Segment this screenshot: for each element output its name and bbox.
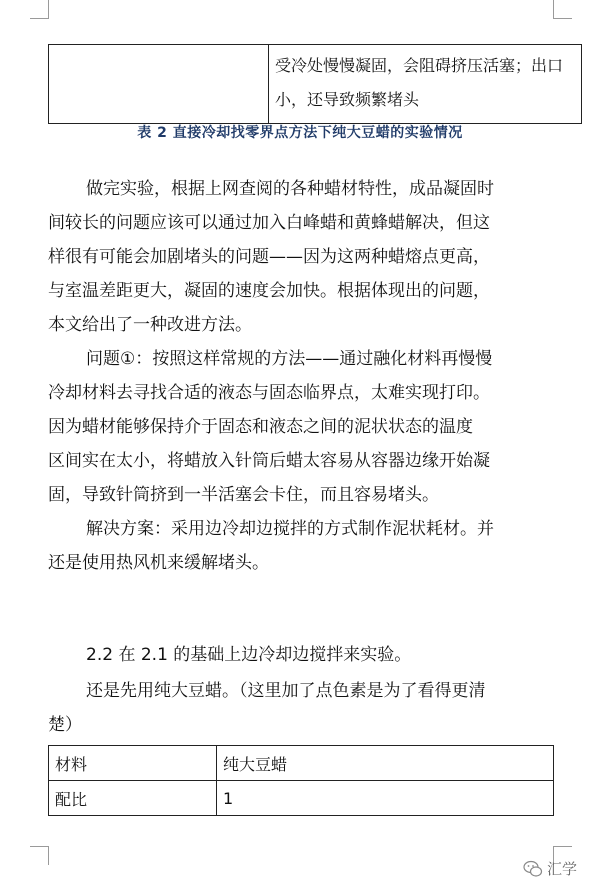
text-line: 冷却材料去寻找合适的液态与固态临界点，太难实现打印。 xyxy=(48,383,490,403)
text-line: 本文给出了一种改进方法。 xyxy=(48,315,252,335)
table-caption: 表 2 直接冷却找零界点方法下纯大豆蜡的实验情况 xyxy=(137,125,463,141)
paragraph-solution xyxy=(48,512,584,580)
paragraph-pure-soy-wax xyxy=(48,674,584,742)
text-line: 还是先用纯大豆蜡。（这里加了点色素是为了看得更清 xyxy=(86,681,486,701)
wechat-logo-icon xyxy=(523,860,543,878)
crop-mark-top-right xyxy=(553,0,572,19)
wechat-watermark xyxy=(523,858,577,879)
paragraph-experiment-findings xyxy=(48,172,584,342)
ratio-label-cell: 配比 xyxy=(49,781,217,816)
ratio-value-cell: 1 xyxy=(217,781,554,816)
text-line: 楚） xyxy=(48,715,82,735)
watermark-text: 汇学 xyxy=(547,860,578,878)
text-line: 还是使用热风机来缓解堵头。 xyxy=(48,553,269,573)
heading-text: 2.2 在 2.1 的基础上边冷却边搅拌来实验。 xyxy=(86,645,412,665)
text-line: 做完实验，根据上网查阅的各种蜡材特性，成品凝固时 xyxy=(86,179,494,199)
table-cell-empty xyxy=(49,45,269,124)
text-line: 间较长的问题应该可以通过加入白峰蜡和黄蜂蜡解决，但这 xyxy=(48,213,490,233)
paragraph-problem-1 xyxy=(48,342,584,512)
cell-line: 小，还导致频繁堵头 xyxy=(275,90,420,109)
text-line: 与室温差距更大，凝固的速度会加快。根据体现出的问题， xyxy=(48,281,490,301)
text-line: 固，导致针筒挤到一半活塞会卡住，而且容易堵头。 xyxy=(48,485,439,505)
material-value-cell: 纯大豆蜡 xyxy=(217,746,554,781)
text-line: 区间实在太小，将蜡放入针筒后蜡太容易从容器边缘开始凝 xyxy=(48,451,490,471)
section-heading-2-2 xyxy=(48,638,584,672)
text-line: 解决方案：采用边冷却边搅拌的方式制作泥状耗材。并 xyxy=(86,519,494,539)
material-label-cell: 材料 xyxy=(49,746,217,781)
table-row xyxy=(49,746,554,781)
table-cell-observation xyxy=(269,45,582,124)
text-line: 样很有可能会加剧堵头的问题——因为这两种蜡熔点更高， xyxy=(48,247,490,267)
crop-mark-top-left xyxy=(30,0,49,19)
crop-mark-bottom-left xyxy=(30,846,49,865)
experiment-table-continued xyxy=(48,44,582,124)
material-table xyxy=(48,745,554,816)
table-row xyxy=(49,781,554,816)
text-line: 问题①：按照这样常规的方法——通过融化材料再慢慢 xyxy=(86,349,493,369)
text-line: 因为蜡材能够保持介于固态和液态之间的泥状状态的温度 xyxy=(48,417,473,437)
cell-line: 受冷处慢慢凝固，会阻碍挤压活塞；出口 xyxy=(275,56,564,75)
table-row xyxy=(49,45,582,124)
